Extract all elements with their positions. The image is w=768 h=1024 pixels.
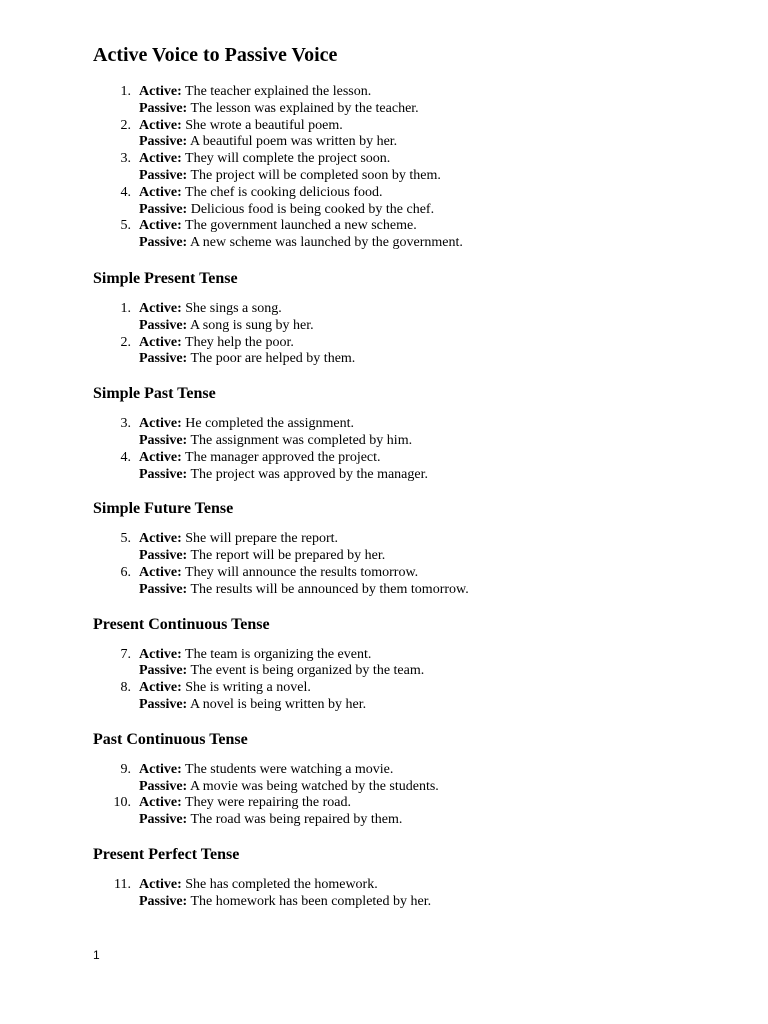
active-text: The manager approved the project. — [185, 449, 381, 465]
passive-sentence — [139, 101, 419, 118]
section — [93, 84, 713, 252]
passive-sentence — [139, 433, 412, 450]
active-text: He completed the assignment. — [185, 416, 354, 432]
active-sentence — [139, 335, 355, 352]
passive-sentence — [139, 134, 397, 151]
active-sentence — [139, 531, 385, 548]
passive-label: Passive: — [139, 351, 188, 367]
passive-sentence — [139, 779, 439, 796]
item-sentences — [139, 335, 355, 369]
passive-text: A song is sung by her. — [189, 317, 314, 333]
active-text: She is writing a novel. — [185, 680, 311, 696]
item-sentences — [139, 185, 434, 219]
active-text: She will prepare the report. — [185, 531, 339, 547]
active-sentence — [139, 218, 463, 235]
list-item — [93, 762, 713, 796]
active-sentence — [139, 84, 419, 101]
list-item — [93, 416, 713, 450]
active-sentence — [139, 416, 412, 433]
passive-label: Passive: — [139, 100, 188, 116]
active-label: Active: — [139, 564, 182, 580]
passive-text: A new scheme was launched by the government. — [189, 235, 463, 251]
item-sentences — [139, 118, 397, 152]
active-sentence — [139, 185, 434, 202]
active-label: Active: — [139, 334, 182, 350]
passive-sentence — [139, 548, 385, 565]
passive-sentence — [139, 351, 355, 368]
active-label: Active: — [139, 795, 182, 811]
passive-label: Passive: — [139, 778, 188, 794]
example-list — [93, 416, 713, 483]
active-label: Active: — [139, 761, 182, 777]
item-number: 5. — [120, 531, 131, 547]
item-sentences — [139, 565, 469, 599]
section — [93, 384, 713, 483]
active-label: Active: — [139, 449, 182, 465]
passive-text: The road was being repaired by them. — [190, 812, 403, 828]
item-sentences — [139, 647, 424, 681]
passive-text: The poor are helped by them. — [190, 351, 356, 367]
passive-text: The project was approved by the manager. — [190, 466, 428, 482]
active-label: Active: — [139, 416, 182, 432]
example-list — [93, 301, 713, 368]
document-body — [93, 42, 713, 927]
active-sentence — [139, 647, 424, 664]
passive-sentence — [139, 168, 441, 185]
item-number: 5. — [120, 218, 131, 234]
example-list — [93, 531, 713, 598]
active-text: She has completed the homework. — [185, 876, 378, 892]
passive-sentence — [139, 582, 469, 599]
active-text: The students were watching a movie. — [185, 761, 394, 777]
item-sentences — [139, 218, 463, 252]
active-label: Active: — [139, 117, 182, 133]
example-list — [93, 84, 713, 252]
active-label: Active: — [139, 151, 182, 167]
active-label: Active: — [139, 218, 182, 234]
passive-text: A beautiful poem was written by her. — [189, 134, 398, 150]
item-sentences — [139, 795, 402, 829]
active-label: Active: — [139, 84, 182, 99]
active-sentence — [139, 301, 314, 318]
passive-sentence — [139, 235, 463, 252]
passive-sentence — [139, 697, 366, 714]
active-sentence — [139, 565, 469, 582]
section-heading: Simple Past Tense — [93, 385, 216, 403]
item-number: 11. — [114, 876, 131, 892]
passive-sentence — [139, 812, 402, 829]
item-sentences — [139, 531, 385, 565]
example-list — [93, 647, 713, 714]
list-item — [93, 795, 713, 829]
list-item — [93, 450, 713, 484]
active-text: They help the poor. — [185, 334, 294, 350]
active-sentence — [139, 680, 366, 697]
passive-label: Passive: — [139, 432, 188, 448]
sections-container — [93, 84, 713, 911]
active-sentence — [139, 151, 441, 168]
item-number: 2. — [120, 334, 131, 350]
active-label: Active: — [139, 531, 182, 547]
list-item — [93, 185, 713, 219]
list-item — [93, 531, 713, 565]
passive-label: Passive: — [139, 167, 188, 183]
passive-label: Passive: — [139, 663, 188, 679]
item-number: 7. — [120, 646, 131, 662]
list-item — [93, 84, 713, 118]
passive-sentence — [139, 894, 431, 911]
passive-label: Passive: — [139, 893, 188, 909]
item-number: 3. — [120, 416, 131, 432]
section-heading: Simple Future Tense — [93, 500, 234, 518]
passive-label: Passive: — [139, 466, 188, 482]
active-sentence — [139, 450, 428, 467]
passive-label: Passive: — [139, 548, 188, 564]
item-sentences — [139, 151, 441, 185]
active-text: The government launched a new scheme. — [185, 218, 417, 234]
passive-text: A movie was being watched by the students. — [189, 778, 439, 794]
passive-text: Delicious food is being cooked by the chef. — [190, 201, 435, 217]
item-number: 9. — [120, 761, 131, 777]
list-item — [93, 118, 713, 152]
item-number: 2. — [120, 117, 131, 133]
active-text: They will complete the project soon. — [185, 151, 391, 167]
active-label: Active: — [139, 646, 182, 662]
item-number: 3. — [120, 151, 131, 167]
item-sentences — [139, 84, 419, 118]
section-heading: Present Continuous Tense — [93, 615, 270, 633]
passive-sentence — [139, 318, 314, 335]
active-sentence — [139, 877, 431, 894]
passive-label: Passive: — [139, 235, 188, 251]
active-sentence — [139, 795, 402, 812]
item-sentences — [139, 877, 431, 911]
active-text: She wrote a beautiful poem. — [185, 117, 343, 133]
list-item — [93, 565, 713, 599]
active-label: Active: — [139, 680, 182, 696]
active-text: They will announce the results tomorrow. — [185, 564, 419, 580]
passive-label: Passive: — [139, 317, 188, 333]
passive-text: A novel is being written by her. — [189, 696, 367, 712]
passive-text: The report will be prepared by her. — [190, 548, 386, 564]
item-sentences — [139, 450, 428, 484]
item-number: 1. — [120, 300, 131, 316]
item-number: 1. — [120, 84, 131, 99]
passive-label: Passive: — [139, 812, 188, 828]
item-number: 6. — [120, 564, 131, 580]
list-item — [93, 877, 713, 911]
list-item — [93, 680, 713, 714]
active-text: The chef is cooking delicious food. — [185, 184, 383, 200]
section-heading: Past Continuous Tense — [93, 730, 248, 748]
active-text: The team is organizing the event. — [185, 646, 372, 662]
item-sentences — [139, 762, 439, 796]
passive-text: The event is being organized by the team. — [190, 663, 425, 679]
active-sentence — [139, 762, 439, 779]
passive-label: Passive: — [139, 134, 188, 150]
passive-sentence — [139, 202, 434, 219]
page-title: Active Voice to Passive Voice — [93, 44, 338, 66]
section-heading: Present Perfect Tense — [93, 845, 240, 863]
passive-text: The project will be completed soon by them. — [190, 167, 441, 183]
passive-text: The results will be announced by them tomorrow. — [190, 581, 469, 597]
list-item — [93, 335, 713, 369]
item-sentences — [139, 416, 412, 450]
passive-label: Passive: — [139, 581, 188, 597]
list-item — [93, 151, 713, 185]
passive-sentence — [139, 467, 428, 484]
section — [93, 845, 713, 911]
item-number: 8. — [120, 680, 131, 696]
item-number: 10. — [113, 795, 131, 811]
list-item — [93, 301, 713, 335]
section — [93, 730, 713, 829]
list-item — [93, 218, 713, 252]
passive-sentence — [139, 663, 424, 680]
section — [93, 499, 713, 598]
active-label: Active: — [139, 300, 182, 316]
active-label: Active: — [139, 184, 182, 200]
active-text: The teacher explained the lesson. — [185, 84, 372, 99]
passive-label: Passive: — [139, 696, 188, 712]
example-list — [93, 877, 713, 911]
section-heading: Simple Present Tense — [93, 269, 238, 287]
passive-label: Passive: — [139, 201, 188, 217]
active-sentence — [139, 118, 397, 135]
active-text: She sings a song. — [185, 300, 282, 316]
list-item — [93, 647, 713, 681]
item-sentences — [139, 680, 366, 714]
section — [93, 615, 713, 714]
item-number: 4. — [120, 184, 131, 200]
example-list — [93, 762, 713, 829]
passive-text: The assignment was completed by him. — [190, 432, 413, 448]
item-sentences — [139, 301, 314, 335]
passive-text: The lesson was explained by the teacher. — [190, 100, 419, 116]
section — [93, 269, 713, 368]
passive-text: The homework has been completed by her. — [190, 893, 432, 909]
active-label: Active: — [139, 876, 182, 892]
active-text: They were repairing the road. — [185, 795, 351, 811]
item-number: 4. — [120, 449, 131, 465]
page-number: 1 — [93, 948, 100, 962]
